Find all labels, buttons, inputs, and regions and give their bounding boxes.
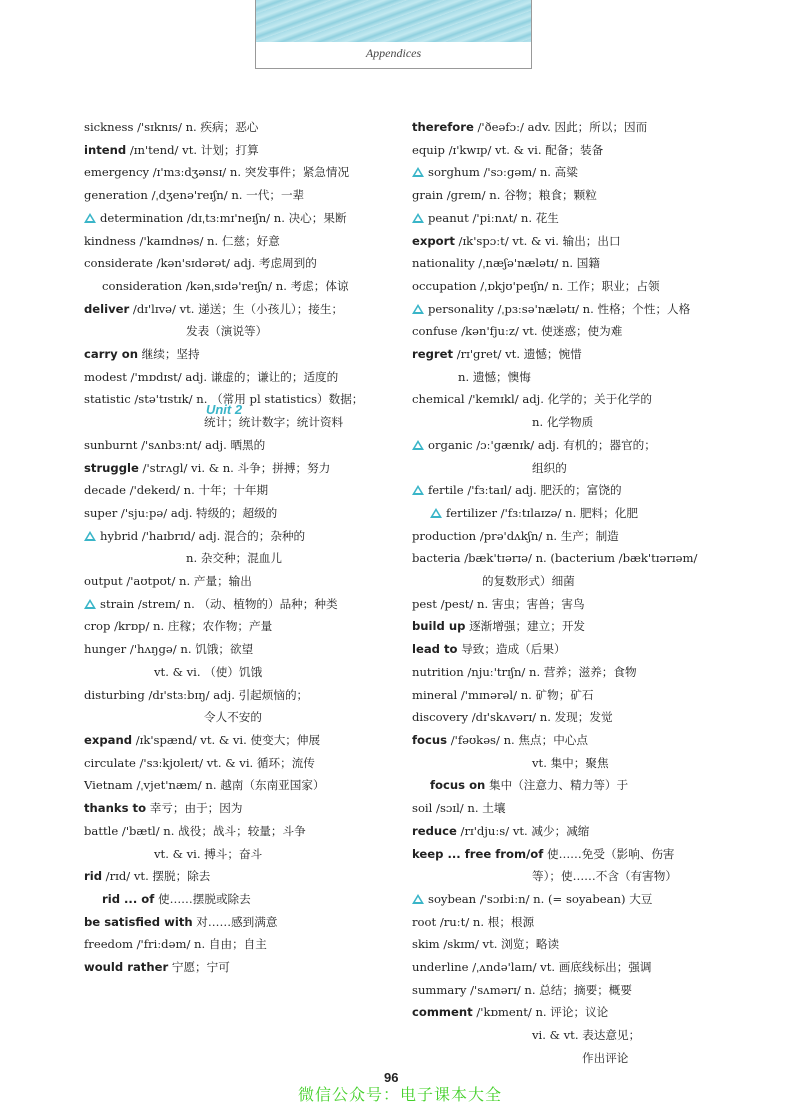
vocab-entry xyxy=(84,843,404,866)
definition: 作出评论 xyxy=(582,1050,629,1065)
headword: soybean xyxy=(428,891,477,906)
vocab-entry xyxy=(412,933,712,956)
definition: 对……感到满意 xyxy=(192,914,278,929)
definition: /stə'tɪstɪk/ n. （常用 pl statistics）数据； xyxy=(130,392,364,407)
vocab-entry xyxy=(84,933,404,956)
vocab-entry xyxy=(84,547,404,570)
definition: /'aʊtpʊt/ n. 产量；输出 xyxy=(122,574,252,589)
definition: /ˌɒkjʊ'peɪʃn/ n. 工作；职业；占领 xyxy=(476,278,660,293)
definition: 导致；造成（后果） xyxy=(457,642,566,657)
definition: 的复数形式）细菌 xyxy=(482,574,575,589)
vocab-entry xyxy=(412,252,712,275)
vocab-entry xyxy=(412,865,712,888)
vocab-entry xyxy=(84,956,404,979)
vocab-entry xyxy=(412,161,712,184)
vocab-entry xyxy=(84,570,404,593)
vocab-entry xyxy=(84,298,404,321)
vocab-entry xyxy=(84,161,404,184)
definition: /bæk'tɪərɪə/ n. (bacterium /bæk'tɪərɪəm/ xyxy=(460,551,698,566)
definition: /'sʌnbɜːnt/ adj. 晒黑的 xyxy=(137,437,266,452)
vocab-entry xyxy=(412,729,712,752)
triangle-icon xyxy=(84,531,96,541)
vocab-entry xyxy=(84,207,404,230)
definition: 宁愿；宁可 xyxy=(168,960,230,975)
vocab-entry xyxy=(84,638,404,661)
headword: bacteria xyxy=(412,551,461,566)
definition: /streɪn/ n. （动、植物的）品种；种类 xyxy=(134,596,338,611)
definition: /ˌvjet'næm/ n. 越南（东南亚国家） xyxy=(132,778,325,793)
definition: /kən'sɪdərət/ adj. 考虑周到的 xyxy=(152,256,317,271)
headword: decade xyxy=(84,483,126,498)
vocab-entry xyxy=(84,888,404,911)
definition: vt. & vi. 搏斗；奋斗 xyxy=(154,846,263,861)
unit-heading: Unit 2 xyxy=(205,402,243,417)
definition: /rɪ'gret/ vt. 遗憾；惋惜 xyxy=(453,347,582,362)
headword: summary xyxy=(412,982,467,997)
headword: freedom xyxy=(84,937,133,952)
headword: determination xyxy=(100,210,184,225)
definition: /dɪ'lɪvə/ vt. 递送；生（小孩儿）；接生； xyxy=(129,301,344,316)
vocab-entry xyxy=(84,184,404,207)
vocab-entry xyxy=(84,593,404,616)
headword: be satisfied with xyxy=(84,914,193,929)
definition: /sɔɪl/ n. 土壤 xyxy=(432,801,506,816)
headword: sickness xyxy=(84,120,134,134)
headword: focus on xyxy=(430,778,486,793)
definition: 统计；统计数字；统计资料 xyxy=(204,415,344,430)
vocab-entry xyxy=(412,230,712,253)
headword: circulate xyxy=(84,755,136,770)
section-title: Appendices xyxy=(365,46,422,60)
definition: /kənˌsɪdə'reɪʃn/ n. 考虑；体谅 xyxy=(182,278,349,293)
vocab-entry xyxy=(84,729,404,752)
headword: occupation xyxy=(412,278,477,293)
vocab-entry xyxy=(412,525,712,548)
definition: /ˌʌndə'laɪn/ vt. 画底线标出；强调 xyxy=(468,960,652,975)
headword: output xyxy=(84,574,123,589)
headword: focus xyxy=(412,732,448,747)
headword: expand xyxy=(84,732,133,747)
vocab-entry xyxy=(412,139,712,162)
vocab-entry xyxy=(412,888,712,911)
vocab-entry xyxy=(84,661,404,684)
definition: /'hʌŋgə/ n. 饥饿；欲望 xyxy=(126,642,254,657)
vocab-entry xyxy=(84,320,404,343)
triangle-icon xyxy=(412,213,424,223)
definition: 等）；使……不含（有害物） xyxy=(532,869,677,884)
definition: 使……摆脱或除去 xyxy=(154,891,251,906)
triangle-icon xyxy=(412,485,424,495)
vocab-entry xyxy=(412,638,712,661)
vocab-entry xyxy=(84,752,404,775)
headword: fertilizer xyxy=(446,505,497,520)
headword: thanks to xyxy=(84,801,147,816)
vocab-entry xyxy=(84,820,404,843)
vocab-entry xyxy=(84,774,404,797)
vocab-entry xyxy=(84,252,404,275)
vocab-entry xyxy=(84,615,404,638)
vocab-entry xyxy=(84,275,404,298)
headword: export xyxy=(412,233,455,248)
definition: 令人不安的 xyxy=(204,710,262,725)
headword: root xyxy=(412,914,437,929)
headword: mineral xyxy=(412,687,458,702)
definition: /'fɜːtaɪl/ adj. 肥沃的；富饶的 xyxy=(463,483,622,498)
headword: nutrition xyxy=(412,664,464,679)
headword: sorghum xyxy=(428,165,480,180)
definition: /kən'fjuːz/ vt. 使迷惑；使为难 xyxy=(457,324,623,339)
vocab-entry xyxy=(412,706,712,729)
vocab-entry xyxy=(412,1001,712,1024)
vocab-entry xyxy=(412,298,712,321)
vocab-entry xyxy=(84,525,404,548)
definition: /ɪn'tend/ vt. 计划；打算 xyxy=(126,142,259,157)
page-number: 96 xyxy=(384,1070,399,1085)
definition: 继续；坚持 xyxy=(137,347,200,362)
headword: would rather xyxy=(84,960,169,975)
vocab-entry xyxy=(84,434,404,457)
definition: /ˌpɜːsə'nælətɪ/ n. 性格；个性；人格 xyxy=(493,301,691,316)
definition: /'sʌmərɪ/ n. 总结；摘要；概要 xyxy=(466,982,632,997)
headword: soil xyxy=(412,801,433,816)
triangle-icon xyxy=(412,440,424,450)
vocab-entry xyxy=(412,366,712,389)
vocab-entry xyxy=(412,275,712,298)
definition: /prə'dʌkʃn/ n. 生产；制造 xyxy=(476,528,619,543)
vocab-entry xyxy=(412,547,712,570)
vocab-entry xyxy=(84,457,404,480)
headword: personality xyxy=(428,301,494,316)
headword: emergency xyxy=(84,165,150,180)
vocab-entry xyxy=(412,979,712,1002)
definition: /'piːnʌt/ n. 花生 xyxy=(468,210,559,225)
headword: nationality xyxy=(412,256,475,271)
headword: hunger xyxy=(84,642,127,657)
vocab-entry xyxy=(412,684,712,707)
definition: vi. & vt. 表达意见； xyxy=(532,1028,641,1043)
vocab-entry xyxy=(412,116,712,139)
definition: /'sɔɪbiːn/ n. (= soyabean) 大豆 xyxy=(476,891,653,906)
definition: /dɪ'stɜːbɪŋ/ adj. 引起烦恼的； xyxy=(144,687,309,702)
vocab-entry xyxy=(84,366,404,389)
headword: build up xyxy=(412,619,466,634)
definition: /krɒp/ n. 庄稼；农作物；产量 xyxy=(110,619,273,634)
headword: keep ... free from/of xyxy=(412,846,544,861)
definition: /ɪ'mɜːdʒənsɪ/ n. 突发事件；紧急情况 xyxy=(149,165,350,180)
headword: kindness xyxy=(84,233,136,248)
vocab-entry xyxy=(412,661,712,684)
definition: /'dekeɪd/ n. 十年；十年期 xyxy=(125,483,269,498)
definition: /'fəʊkəs/ n. 焦点；中心点 xyxy=(447,732,588,747)
headword: regret xyxy=(412,347,454,362)
triangle-icon xyxy=(412,167,424,177)
definition: /ɪk'spænd/ vt. & vi. 使变大；伸展 xyxy=(132,732,321,747)
definition: /'kaɪndnəs/ n. 仁慈；好意 xyxy=(135,233,280,248)
definition: /'kɒment/ n. 评论；议论 xyxy=(472,1005,609,1020)
vocab-entry xyxy=(84,502,404,525)
headword: comment xyxy=(412,1005,473,1020)
definition: /ɔː'gænɪk/ adj. 有机的；器官的； xyxy=(472,437,656,452)
definition: n. 化学物质 xyxy=(532,415,594,430)
definition: /'sɔːgəm/ n. 高粱 xyxy=(479,165,578,180)
definition: vt. 集中；聚焦 xyxy=(532,755,609,770)
definition: /dɪ'skʌvərɪ/ n. 发现；发觉 xyxy=(468,710,613,725)
definition: 发表（演说等） xyxy=(186,324,268,339)
definition: n. 杂交种；混血儿 xyxy=(186,551,282,566)
headword: fertile xyxy=(428,483,464,498)
headword: skim xyxy=(412,937,440,952)
vocab-entry xyxy=(412,502,712,525)
definition: /greɪn/ n. 谷物；粮食；颗粒 xyxy=(443,188,597,203)
vocab-entry xyxy=(412,774,712,797)
definition: /'sɪknɪs/ n. 疾病；恶心 xyxy=(133,120,259,134)
headword: equip xyxy=(412,142,445,157)
headword: reduce xyxy=(412,823,457,838)
headword: production xyxy=(412,528,477,543)
definition: /'mɒdɪst/ adj. 谦虚的；谦让的；适度的 xyxy=(126,369,339,384)
headword: chemical xyxy=(412,392,465,407)
vocab-entry xyxy=(84,230,404,253)
vocab-entry xyxy=(412,911,712,934)
definition: n. 遗憾；懊悔 xyxy=(458,369,531,384)
definition: 逐渐增强；建立；开发 xyxy=(465,619,586,634)
left-column xyxy=(84,116,404,979)
vocab-entry xyxy=(412,752,712,775)
vocab-entry xyxy=(412,843,712,866)
definition: /njuː'trɪʃn/ n. 营养；滋养；食物 xyxy=(463,664,637,679)
vocab-entry xyxy=(84,684,404,707)
vocab-entry xyxy=(412,343,712,366)
vocab-entry xyxy=(84,911,404,934)
definition: /rɪ'djuːs/ vt. 减少；减缩 xyxy=(456,823,590,838)
headword: Vietnam xyxy=(84,778,133,793)
definition: /'ðeəfɔː/ adv. 因此；所以；因而 xyxy=(473,120,648,134)
vocab-entry xyxy=(412,434,712,457)
definition: /ɪk'spɔːt/ vt. & vi. 输出；出口 xyxy=(454,233,621,248)
headword: discovery xyxy=(412,710,469,725)
vocab-entry xyxy=(84,797,404,820)
headword: therefore xyxy=(412,120,474,134)
definition: 使……免受（影响、伤害 xyxy=(543,846,675,861)
headword: carry on xyxy=(84,347,138,362)
vocab-entry xyxy=(412,184,712,207)
triangle-icon xyxy=(412,304,424,314)
vocab-entry xyxy=(412,797,712,820)
headword: statistic xyxy=(84,392,131,407)
vocab-entry xyxy=(412,207,712,230)
headword: confuse xyxy=(412,324,458,339)
vocab-entry xyxy=(412,1047,712,1070)
vocab-entry xyxy=(412,1024,712,1047)
definition: /'bætl/ n. 战役；战斗；较量；斗争 xyxy=(118,823,306,838)
definition: 组织的 xyxy=(532,460,567,475)
vocab-entry xyxy=(412,820,712,843)
vocab-entry xyxy=(412,570,712,593)
vocab-entry xyxy=(412,956,712,979)
definition: 集中（注意力、精力等）于 xyxy=(485,778,629,793)
right-column xyxy=(412,116,712,1070)
definition: /pest/ n. 害虫；害兽；害鸟 xyxy=(436,596,585,611)
headword: considerate xyxy=(84,256,153,271)
definition: /'sjuːpə/ adj. 特级的；超级的 xyxy=(117,505,278,520)
headword: super xyxy=(84,505,118,520)
headword: modest xyxy=(84,369,127,384)
headword: intend xyxy=(84,142,127,157)
headword: crop xyxy=(84,619,111,634)
headword: sunburnt xyxy=(84,437,138,452)
definition: vt. & vi. （使）饥饿 xyxy=(154,664,263,679)
headword: organic xyxy=(428,437,473,452)
definition: /skɪm/ vt. 浏览；略读 xyxy=(439,937,560,952)
headword: peanut xyxy=(428,210,469,225)
headword: disturbing xyxy=(84,687,145,702)
triangle-icon xyxy=(430,508,442,518)
vocab-entry xyxy=(412,411,712,434)
vocab-entry xyxy=(412,457,712,480)
vocab-entry xyxy=(84,865,404,888)
definition: /ˌdʒenə'reɪʃn/ n. 一代；一辈 xyxy=(147,188,305,203)
headword: battle xyxy=(84,823,119,838)
headword: lead to xyxy=(412,642,458,657)
definition: /'friːdəm/ n. 自由；自主 xyxy=(132,937,267,952)
headword: strain xyxy=(100,596,135,611)
definition: /'sɜːkjʊleɪt/ vt. & vi. 循环；流传 xyxy=(135,755,315,770)
headword: underline xyxy=(412,960,469,975)
vocab-entry xyxy=(84,343,404,366)
triangle-icon xyxy=(84,213,96,223)
header-banner xyxy=(255,0,532,69)
vocab-entry xyxy=(412,593,712,616)
footer-watermark-text: 微信公众号：电子课本大全 xyxy=(297,1085,502,1104)
definition: 幸亏；由于；因为 xyxy=(146,801,243,816)
definition: /'fɜːtɪlaɪzə/ n. 肥料；化肥 xyxy=(497,505,638,520)
definition: /rɪd/ vt. 摆脱；除去 xyxy=(102,869,211,884)
vocab-entry xyxy=(84,139,404,162)
vocab-entry xyxy=(412,388,712,411)
vocab-entry xyxy=(412,615,712,638)
vocab-entry xyxy=(84,706,404,729)
headword: hybrid xyxy=(100,528,139,543)
banner-image xyxy=(256,0,531,42)
vocab-entry xyxy=(412,320,712,343)
definition: /'mɪnərəl/ n. 矿物；矿石 xyxy=(457,687,594,702)
vocab-entry xyxy=(412,479,712,502)
vocab-entry xyxy=(84,116,404,139)
headword: consideration xyxy=(102,278,183,293)
headword: rid xyxy=(84,869,102,884)
triangle-icon xyxy=(84,599,96,609)
headword: pest xyxy=(412,596,437,611)
definition: /dɪˌtɜːmɪ'neɪʃn/ n. 决心；果断 xyxy=(183,210,347,225)
vocab-entry xyxy=(84,479,404,502)
headword: struggle xyxy=(84,460,139,475)
headword: deliver xyxy=(84,301,130,316)
definition: /ɪ'kwɪp/ vt. & vi. 配备；装备 xyxy=(444,142,604,157)
headword: rid ... of xyxy=(102,891,155,906)
headword: generation xyxy=(84,188,148,203)
definition: /'kemɪkl/ adj. 化学的；关于化学的 xyxy=(464,392,652,407)
definition: /ruːt/ n. 根；根源 xyxy=(436,914,535,929)
headword: grain xyxy=(412,188,444,203)
definition: /'haɪbrɪd/ adj. 混合的；杂种的 xyxy=(138,528,306,543)
definition: /ˌnæʃə'nælətɪ/ n. 国籍 xyxy=(474,256,600,271)
definition: /'strʌgl/ vi. & n. 斗争；拼搏；努力 xyxy=(138,460,331,475)
triangle-icon xyxy=(412,894,424,904)
